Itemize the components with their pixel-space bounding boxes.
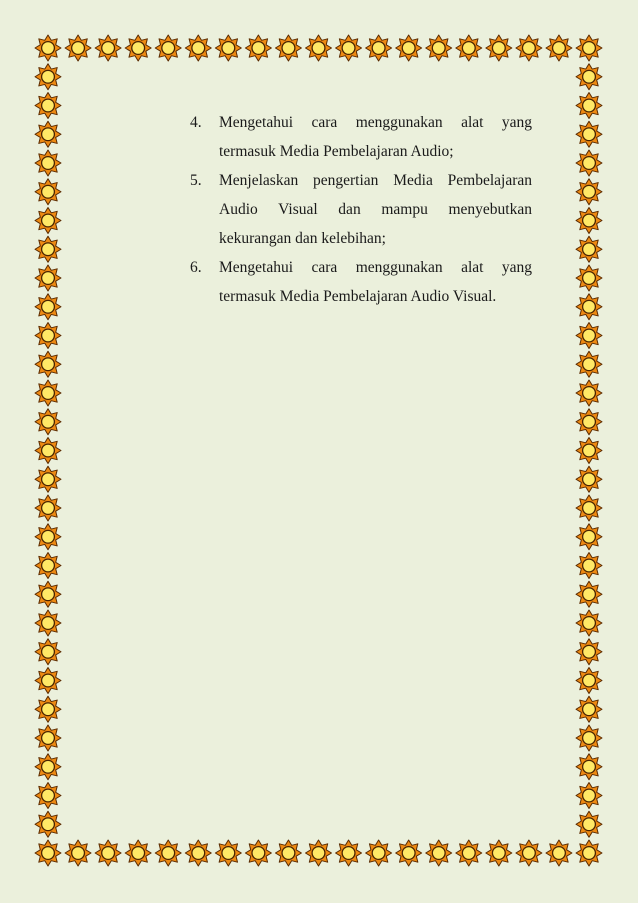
sun-icon — [125, 840, 151, 866]
sun-icon — [546, 840, 572, 866]
sun-icon — [576, 811, 602, 837]
sun-icon — [65, 35, 91, 61]
sun-icon — [486, 35, 512, 61]
sun-icon — [245, 840, 271, 866]
sun-icon — [576, 495, 602, 521]
page-content — [190, 108, 532, 311]
sun-icon — [486, 840, 512, 866]
sun-icon — [576, 208, 602, 234]
sun-icon — [576, 639, 602, 665]
sun-icon — [576, 179, 602, 205]
sun-icon — [576, 323, 602, 349]
sun-icon — [576, 438, 602, 464]
sun-icon — [576, 668, 602, 694]
sun-icon — [35, 495, 61, 521]
sun-icon — [35, 553, 61, 579]
sun-icon — [396, 35, 422, 61]
sun-icon — [35, 150, 61, 176]
list-text: Mengetahui cara menggunakan alat yang termasuk Media Pembelajaran Audio; — [219, 114, 532, 160]
sun-icon — [215, 840, 241, 866]
sun-icon — [336, 35, 362, 61]
sun-icon — [516, 840, 542, 866]
sun-icon — [65, 840, 91, 866]
sun-icon — [576, 294, 602, 320]
sun-icon — [576, 466, 602, 492]
sun-icon — [336, 840, 362, 866]
sun-icon — [35, 639, 61, 665]
sun-icon — [35, 179, 61, 205]
sun-icon — [576, 380, 602, 406]
sun-icon — [576, 351, 602, 377]
sun-icon — [576, 409, 602, 435]
sun-icon — [35, 524, 61, 550]
sun-icon — [576, 64, 602, 90]
sun-icon — [35, 668, 61, 694]
sun-icon — [546, 35, 572, 61]
sun-icon — [35, 236, 61, 262]
sun-icon — [275, 35, 301, 61]
sun-icon — [95, 840, 121, 866]
list-number: 6. — [190, 259, 202, 276]
sun-icon — [35, 696, 61, 722]
sun-icon — [35, 581, 61, 607]
sun-icon — [456, 840, 482, 866]
sun-icon — [35, 121, 61, 147]
sun-icon — [35, 380, 61, 406]
sun-icon — [576, 150, 602, 176]
sun-icon — [185, 35, 211, 61]
sun-icon — [456, 35, 482, 61]
sun-icon — [35, 725, 61, 751]
list-number: 5. — [190, 172, 202, 189]
list-text: Mengetahui cara menggunakan alat yang termasuk Media Pembelajaran Audio Visual. — [219, 259, 532, 305]
sun-icon — [245, 35, 271, 61]
sun-icon — [576, 35, 602, 61]
sun-icon — [576, 265, 602, 291]
sun-icon — [35, 351, 61, 377]
sun-icon — [576, 236, 602, 262]
sun-icon — [366, 840, 392, 866]
sun-icon — [576, 783, 602, 809]
sun-icon — [35, 35, 61, 61]
sun-icon — [576, 725, 602, 751]
sun-icon — [155, 840, 181, 866]
list-item — [190, 166, 532, 253]
sun-icon — [366, 35, 392, 61]
sun-icon — [306, 35, 332, 61]
sun-icon — [35, 208, 61, 234]
sun-icon — [576, 553, 602, 579]
list-item — [190, 108, 532, 166]
sun-icon — [35, 438, 61, 464]
list-number: 4. — [190, 114, 202, 131]
list-text: Menjelaskan pengertian Media Pembelajaran Audio Visual dan mampu menyebutkan kekurangan dan kelebihan; — [219, 172, 532, 247]
sun-icon — [35, 610, 61, 636]
sun-icon — [35, 64, 61, 90]
sun-icon — [35, 811, 61, 837]
sun-icon — [35, 294, 61, 320]
list-item — [190, 253, 532, 311]
sun-icon — [426, 35, 452, 61]
sun-icon — [275, 840, 301, 866]
sun-icon — [95, 35, 121, 61]
sun-icon — [576, 840, 602, 866]
sun-icon — [35, 840, 61, 866]
sun-icon — [576, 581, 602, 607]
sun-icon — [35, 93, 61, 119]
sun-icon — [306, 840, 332, 866]
sun-icon — [215, 35, 241, 61]
sun-icon — [125, 35, 151, 61]
sun-icon — [576, 121, 602, 147]
sun-icon — [576, 524, 602, 550]
sun-icon — [35, 754, 61, 780]
sun-icon — [576, 696, 602, 722]
sun-icon — [155, 35, 181, 61]
objectives-list — [190, 108, 532, 311]
sun-icon — [35, 323, 61, 349]
sun-icon — [35, 409, 61, 435]
sun-icon — [426, 840, 452, 866]
sun-icon — [576, 754, 602, 780]
sun-icon — [35, 783, 61, 809]
sun-icon — [576, 93, 602, 119]
sun-icon — [516, 35, 542, 61]
sun-icon — [35, 466, 61, 492]
sun-icon — [35, 265, 61, 291]
sun-icon — [396, 840, 422, 866]
sun-icon — [576, 610, 602, 636]
sun-icon — [185, 840, 211, 866]
